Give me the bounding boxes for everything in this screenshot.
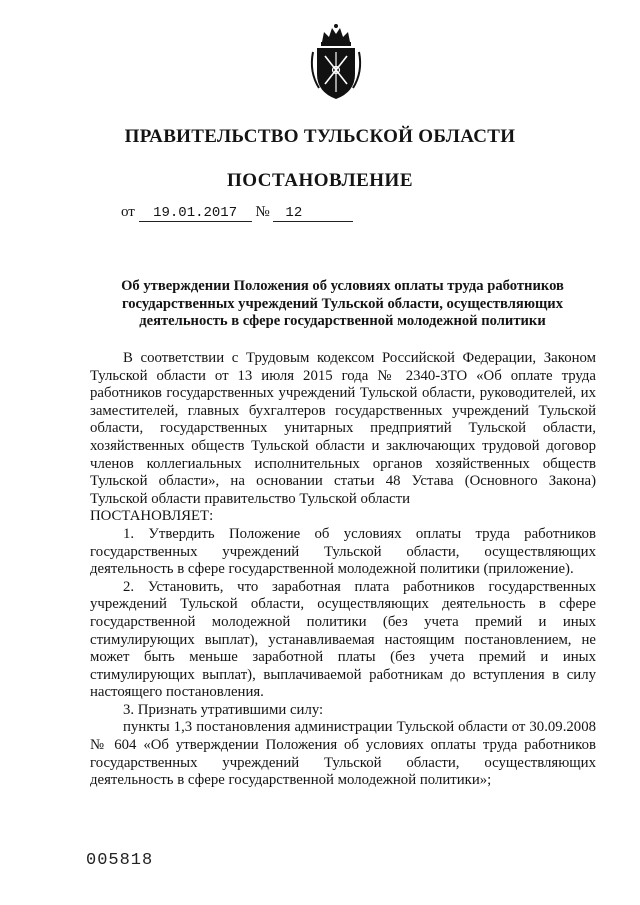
item-3-paragraph: 3. Признать утратившими силу: [123, 701, 324, 718]
number-prefix: № [255, 204, 270, 220]
document-meta [121, 204, 353, 222]
document-body [90, 350, 596, 790]
preamble-paragraph: В соответствии с Трудовым кодексом Российской Федерации, Законом Тульской области от 13 июля 2015 года № 2340-ЗТО «Об оплате труда работников государственных учреждений Тульской области, руководителей, их заместителей, главных бухгалтеров государственных учреждений Тульской области, государственных унитарных предприятий Тульской области, хозяйственных обществ Тульской области и заключающих трудовой договор членов коллегиальных исполнительных органов хозяйственных обществ Тульской области», на основании статьи 48 Устава (Основного Закона) Тульской области правительство Тульской области [90, 350, 596, 507]
item-2-paragraph: 2. Установить, что заработная плата работников государственных учреждений Тульской области, осуществляющих деятельность в сфере государственной молодежной политики (без учета премий и иных стимулирующих выплат), устанавливаемая настоящим постановлением, не может быть меньше заработной платы (без учета премий и иных стимулирующих выплат), выплачиваемой работникам до вступления в силу настоящего постановления. [90, 578, 596, 701]
resolves-line: ПОСТАНОВЛЯЕТ: [90, 508, 214, 525]
item-3-sub-paragraph: пункты 1,3 постановления администрации Тульской области от 30.09.2008 № 604 «Об утверждении Положения об условиях оплаты труда работников государственных учреждений Тульской области, осуществляющих деятельность в сфере государственной молодежной политики»; [90, 719, 596, 789]
document-type: ПОСТАНОВЛЕНИЕ [226, 170, 414, 191]
date-prefix: от [121, 204, 135, 220]
document-number: 12 [273, 206, 353, 222]
government-name: ПРАВИТЕЛЬСТВО ТУЛЬСКОЙ ОБЛАСТИ [124, 126, 516, 147]
serial-number: 005818 [86, 851, 154, 870]
item-1-paragraph: 1. Утвердить Положение об условиях оплаты труда работников государственных учреждений Тульской области, осуществляющих деятельность в сфере государственной молодежной политики (приложение). [90, 525, 596, 578]
document-subject: Об утверждении Положения об условиях оплаты труда работников государственных учреждений Тульской области, осуществляющих деятельность в сфере государственной молодежной политики [121, 278, 564, 329]
tula-coat-of-arms-icon [307, 22, 365, 102]
document-date: 19.01.2017 [139, 206, 252, 222]
